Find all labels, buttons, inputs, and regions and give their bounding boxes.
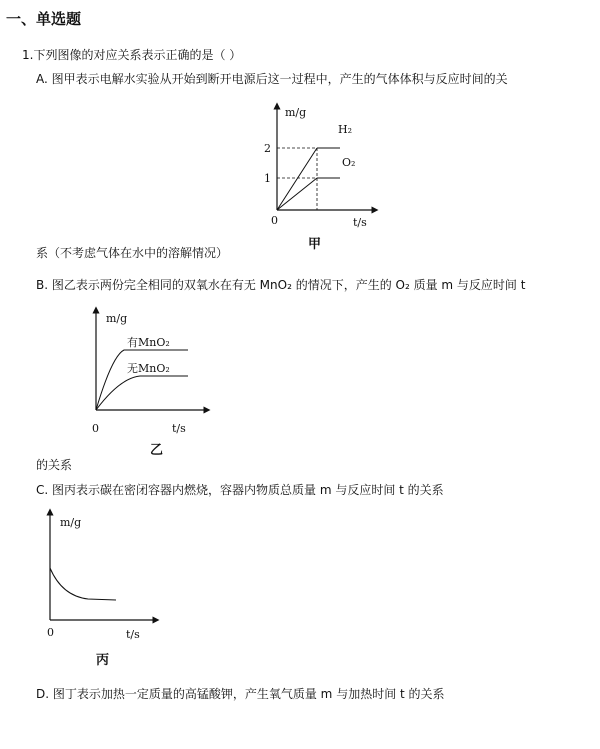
caption-bing: 丙	[96, 653, 110, 668]
section-title: 一、单选题	[6, 10, 82, 28]
origin-label: 0	[92, 422, 99, 435]
h2-line-rise	[277, 148, 317, 210]
caption-jia: 甲	[308, 237, 322, 252]
question-stem: 1.下列图像的对应关系表示正确的是（ ）	[22, 48, 242, 62]
curve-without-mno2	[96, 376, 188, 410]
option-a-text-cont: 系（不考虑气体在水中的溶解情况）	[36, 246, 229, 260]
y-label: m/g	[106, 312, 128, 325]
option-a-text: A. 图甲表示电解水实验从开始到断开电源后这一过程中，产生的气体体积与反应时间的关	[36, 72, 508, 86]
y-label: m/g	[60, 516, 82, 529]
x-label: t/s	[172, 422, 186, 435]
series-h2-label: H₂	[338, 123, 353, 136]
option-c-text: C. 图丙表示碳在密闭容器内燃烧，容器内物质总质量 m 与反应时间 t 的关系	[36, 483, 444, 497]
tick-1: 1	[264, 172, 271, 185]
o2-line-rise	[277, 178, 317, 210]
x-label: t/s	[126, 628, 140, 641]
curve-total-mass	[50, 568, 116, 600]
x-label: t/s	[353, 216, 367, 229]
origin-label: 0	[271, 214, 278, 227]
series-with-label: 有MnO₂	[127, 336, 170, 349]
y-label: m/g	[285, 106, 307, 119]
curve-with-mno2	[96, 350, 188, 410]
option-b-text: B. 图乙表示两份完全相同的双氧水在有无 MnO₂ 的情况下，产生的 O₂ 质量 m 与反应时间 t	[36, 278, 526, 292]
graph-bing	[38, 508, 168, 668]
tick-2: 2	[264, 142, 271, 155]
series-without-label: 无MnO₂	[127, 362, 170, 375]
graph-yi	[82, 306, 222, 456]
graph-jia	[250, 100, 380, 260]
series-o2-label: O₂	[342, 156, 356, 169]
origin-label: 0	[47, 626, 54, 639]
option-b-text-cont: 的关系	[36, 458, 73, 472]
caption-yi: 乙	[150, 443, 164, 458]
option-d-text: D. 图丁表示加热一定质量的高锰酸钾，产生氧气质量 m 与加热时间 t 的关系	[36, 687, 445, 701]
